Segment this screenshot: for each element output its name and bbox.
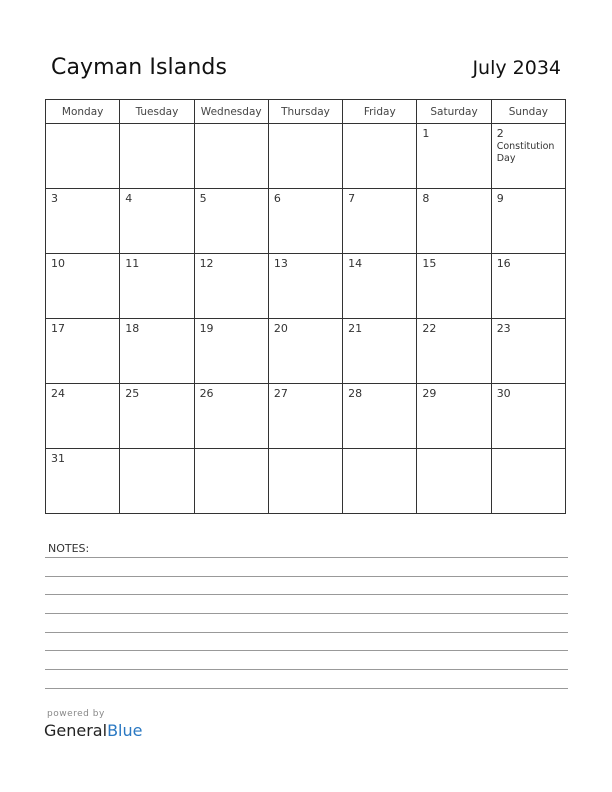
day-cell-content — [195, 449, 268, 452]
calendar-day-cell — [343, 124, 417, 189]
calendar-day-cell — [194, 254, 268, 319]
day-number: 19 — [199, 322, 214, 335]
day-cell-content — [46, 384, 119, 400]
day-number: 26 — [199, 387, 214, 400]
calendar-day-cell — [491, 319, 565, 384]
calendar-day-cell — [46, 124, 120, 189]
day-number: 21 — [348, 322, 363, 335]
day-cell-content — [195, 189, 268, 205]
calendar-day-cell — [268, 449, 342, 514]
note-line — [45, 632, 568, 633]
day-cell-content — [343, 124, 416, 127]
day-cell-content — [343, 189, 416, 205]
day-number: 31 — [51, 452, 65, 465]
calendar-day-cell — [417, 319, 491, 384]
day-number: 4 — [125, 192, 133, 205]
day-number: 16 — [496, 257, 511, 270]
day-number: 5 — [199, 192, 207, 205]
calendar-day-cell — [46, 384, 120, 449]
day-number: 9 — [496, 192, 504, 205]
brand-general: General — [44, 721, 108, 740]
calendar-day-cell — [46, 449, 120, 514]
calendar-day-cell — [120, 124, 194, 189]
day-cell-content — [492, 254, 565, 270]
day-cell-content — [343, 449, 416, 452]
calendar-day-cell — [268, 254, 342, 319]
day-number: 6 — [273, 192, 281, 205]
day-cell-content — [492, 124, 565, 165]
day-number: 23 — [496, 322, 511, 335]
calendar-day-cell — [343, 189, 417, 254]
calendar-day-cell — [194, 319, 268, 384]
brand-logo — [44, 721, 142, 740]
calendar-day-cell — [491, 124, 565, 189]
calendar-week-row — [46, 124, 566, 189]
calendar-day-cell — [491, 189, 565, 254]
note-line — [45, 557, 568, 558]
day-number: 17 — [51, 322, 65, 335]
calendar-day-cell — [46, 319, 120, 384]
day-cell-content — [46, 189, 119, 205]
day-number: 1 — [422, 127, 430, 140]
calendar-day-cell — [194, 384, 268, 449]
day-number: 18 — [125, 322, 140, 335]
day-cell-content — [343, 254, 416, 270]
day-cell-content — [120, 254, 193, 270]
calendar-day-cell — [268, 319, 342, 384]
note-line — [45, 688, 568, 689]
brand-blue: Blue — [107, 721, 143, 740]
calendar-day-cell — [120, 319, 194, 384]
calendar-day-cell — [343, 449, 417, 514]
day-cell-content — [120, 449, 193, 452]
day-cell-content — [492, 449, 565, 452]
day-number: 2 — [496, 127, 504, 140]
day-cell-content — [269, 254, 342, 270]
day-cell-content — [417, 449, 490, 452]
day-number: 28 — [348, 387, 363, 400]
day-cell-content — [417, 254, 490, 270]
calendar-day-cell — [120, 449, 194, 514]
day-number: 12 — [199, 257, 214, 270]
note-line — [45, 576, 568, 577]
calendar-day-cell — [343, 254, 417, 319]
day-cell-content — [120, 189, 193, 205]
calendar-grid — [45, 99, 566, 514]
note-line — [45, 594, 568, 595]
calendar-week-row — [46, 384, 566, 449]
day-cell-content — [269, 124, 342, 127]
note-line — [45, 669, 568, 670]
day-number: 8 — [422, 192, 430, 205]
day-cell-content — [269, 449, 342, 452]
day-cell-content — [417, 124, 490, 140]
day-cell-content — [195, 124, 268, 127]
powered-by-text: powered by — [47, 709, 105, 719]
calendar-day-cell — [417, 189, 491, 254]
day-cell-content — [195, 254, 268, 270]
day-cell-content — [269, 189, 342, 205]
weekday-header: Wednesday — [194, 100, 268, 124]
day-number: 25 — [125, 387, 140, 400]
calendar-day-cell — [417, 124, 491, 189]
calendar-day-cell — [194, 189, 268, 254]
day-number: 29 — [422, 387, 437, 400]
calendar-day-cell — [491, 449, 565, 514]
country-title: Cayman Islands — [51, 55, 228, 80]
calendar-day-cell — [268, 124, 342, 189]
day-number: 24 — [51, 387, 65, 400]
day-cell-content — [120, 124, 193, 127]
day-number: 10 — [51, 257, 65, 270]
calendar-week-row — [46, 254, 566, 319]
day-number: 3 — [51, 192, 58, 205]
weekday-header: Sunday — [491, 100, 565, 124]
calendar-day-cell — [417, 254, 491, 319]
day-cell-content — [46, 124, 119, 127]
day-cell-content — [46, 319, 119, 335]
day-cell-content — [417, 319, 490, 335]
calendar-day-cell — [268, 189, 342, 254]
day-cell-content — [492, 384, 565, 400]
day-cell-content — [492, 319, 565, 335]
day-cell-content — [417, 189, 490, 205]
day-cell-content — [195, 319, 268, 335]
day-cell-content — [46, 449, 119, 465]
note-line — [45, 613, 568, 614]
calendar-day-cell — [46, 254, 120, 319]
calendar-day-cell — [120, 384, 194, 449]
day-number: 20 — [273, 322, 288, 335]
calendar-day-cell — [46, 189, 120, 254]
calendar-week-row — [46, 449, 566, 514]
day-cell-content — [343, 319, 416, 335]
calendar-day-cell — [343, 319, 417, 384]
day-number: 27 — [273, 387, 288, 400]
month-title: July 2034 — [472, 57, 561, 79]
calendar-day-cell — [268, 384, 342, 449]
calendar-day-cell — [120, 254, 194, 319]
day-cell-content — [46, 254, 119, 270]
calendar-week-row — [46, 319, 566, 384]
note-line — [45, 650, 568, 651]
day-cell-content — [417, 384, 490, 400]
calendar-day-cell — [417, 449, 491, 514]
weekday-header: Tuesday — [120, 100, 194, 124]
day-number: 14 — [348, 257, 363, 270]
calendar-week-row — [46, 189, 566, 254]
weekday-header: Friday — [343, 100, 417, 124]
day-cell-content — [343, 384, 416, 400]
weekday-header: Saturday — [417, 100, 491, 124]
weekday-header-row — [46, 100, 566, 124]
calendar-day-cell — [417, 384, 491, 449]
day-number: 11 — [125, 257, 140, 270]
calendar-day-cell — [491, 254, 565, 319]
day-cell-content — [195, 384, 268, 400]
day-cell-content — [492, 189, 565, 205]
day-cell-content — [120, 384, 193, 400]
day-cell-content — [120, 319, 193, 335]
day-number: 13 — [273, 257, 288, 270]
day-number: 7 — [348, 192, 356, 205]
day-cell-content — [269, 319, 342, 335]
weekday-header: Thursday — [268, 100, 342, 124]
holiday-label: Constitution Day — [496, 141, 555, 164]
calendar-day-cell — [120, 189, 194, 254]
calendar-day-cell — [194, 124, 268, 189]
calendar-day-cell — [491, 384, 565, 449]
day-number: 30 — [496, 387, 511, 400]
notes-label: NOTES: — [48, 542, 90, 555]
weekday-header: Monday — [46, 100, 120, 124]
day-cell-content — [269, 384, 342, 400]
calendar-day-cell — [343, 384, 417, 449]
calendar-day-cell — [194, 449, 268, 514]
day-number: 15 — [422, 257, 437, 270]
day-number: 22 — [422, 322, 437, 335]
